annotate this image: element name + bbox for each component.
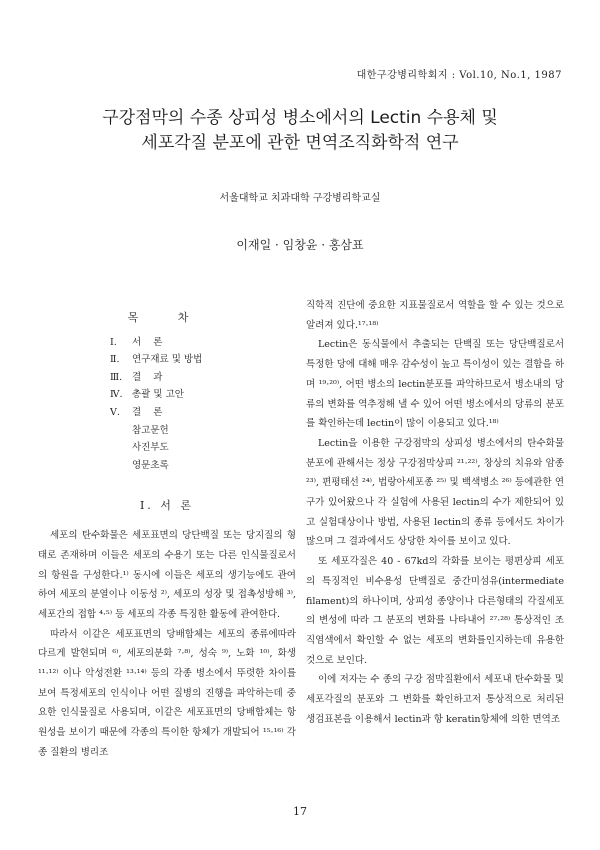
right-column-body	[306, 296, 564, 729]
toc-item-label: 서 론	[132, 336, 163, 348]
toc-item-label: 연구재료 및 방법	[132, 354, 203, 366]
toc-item-number: Ⅱ.	[110, 354, 120, 366]
toc-item-label: 총괄 및 고안	[132, 389, 184, 401]
toc-item	[110, 422, 296, 440]
introduction-body	[38, 526, 296, 762]
journal-citation: 대한구강병리학회지 : Vol.10, No.1, 1987	[356, 70, 562, 81]
paragraph: 따라서 이같은 세포표면의 당배합체는 세포의 종류에따라 다르게 발현되며 ⁶⁾, 세포의분화 ⁷·⁸⁾, 성숙 ⁹⁾, 노화 ¹⁰⁾, 화생 ¹¹·¹²⁾ 이나 악성전환 ¹³·¹⁴⁾ 등의 각종 병소에서 뚜렷한 차이를 보여 특정세포의 인식이나 어떤 질병의 진행을 파악하는데 중요한 인식물질로 사용되며, 이같은 세포표면의 당배합체는 항원성을 보이기 때문에 각종의 특이한 항체가 개발되어 ¹⁵·¹⁶⁾ 각종 질환의 병리조	[38, 628, 296, 758]
paragraph: 직학적 진단에 중요한 지표물질로서 역할을 할 수 있는 것으로 알려져 있다.¹⁷·¹⁸⁾	[306, 300, 564, 331]
toc-item-number: Ⅲ.	[110, 371, 123, 383]
article-title	[0, 106, 600, 156]
introduction-heading: Ⅰ. 서 론	[139, 499, 195, 513]
toc-item-label: 영문초록	[132, 459, 169, 471]
toc-item-label: 결 과	[132, 371, 163, 383]
table-of-contents	[38, 334, 296, 475]
toc-item-number: Ⅴ.	[110, 407, 120, 419]
title-line-1: 구강점막의 수종 상피성 병소에서의 Lectin 수용체 및	[102, 108, 498, 128]
right-column	[306, 296, 564, 729]
toc-heading: 목 차	[127, 311, 207, 324]
paragraph: 이에 저자는 수 종의 구강 점막질환에서 세포내 탄수화물 및 세포각질의 분포와 그 변화를 확인하고저 통상적으로 처리된 생검표본을 이용해서 lectin과 항 keratin항체에 의한 면역조	[306, 674, 564, 725]
toc-item-number: Ⅳ.	[110, 389, 123, 401]
page-number: 17	[293, 805, 307, 818]
paragraph: Lectin은 동식물에서 추출되는 단백질 또는 당단백질로서 특정한 당에 대해 매우 감수성이 높고 특이성이 있는 결합을 하며 ¹⁹·²⁰⁾, 어떤 병소의 lectin분포를 파악하므로서 병소내의 당류의 변화를 역추정해 낼 수 있어 어떤 병소에서의 당류의 분포를 확인하는데 lectin이 많이 이용되고 있다.¹⁸⁾	[306, 339, 564, 430]
paragraph: Lectin을 이용한 구강점막의 상피성 병소에서의 탄수화물 분포에 관해서는 정상 구강점막상피 ²¹·²²⁾, 창상의 치유와 암종 ²³⁾, 편평태선 ²⁴⁾, 법랑아세포종 ²⁵⁾ 및 백색병소 ²⁶⁾ 등에관한 연구가 있어왔으나 각 실험에 사용된 lectin의 수가 제한되어 있고 실험대상이나 방법, 사용된 lectin의 종류 등에서도 차이가 많으며 그 결과에서도 상당한 차이를 보이고 있다.	[306, 437, 564, 548]
toc-item	[110, 439, 296, 457]
left-column	[38, 296, 296, 763]
toc-item	[110, 369, 296, 387]
toc-item	[110, 457, 296, 475]
title-line-2: 세포각질 분포에 관한 면역조직화학적 연구	[141, 133, 459, 153]
toc-item	[110, 404, 296, 422]
toc-item-number: Ⅰ.	[110, 336, 117, 348]
paragraph: 또 세포각질은 40 - 67kd의 각화를 보이는 평편상피 세포의 특징적인 비수용성 단백질로 중간미섬유(intermediate filament)의 하나이며, 상피성 종양이나 다른형태의 각질세포의 변성에 따라 그 분포의 변화를 나타내어 ²⁷·²⁸⁾ 통상적인 조직염색에서 확인할 수 없는 세포의 변화를인지하는데 유용한 것으로 보인다.	[306, 556, 564, 666]
affiliation: 서울대학교 치과대학 구강병리학교실	[219, 193, 381, 204]
toc-item-label: 결 론	[132, 407, 163, 419]
toc-item	[110, 351, 296, 369]
toc-item	[110, 386, 296, 404]
paragraph: 세포의 탄수화물은 세포표면의 당단백질 또는 당지질의 형태로 존재하며 이들은 세포의 수용기 또는 다른 인식물질로서의 항원을 구성한다.¹⁾ 동시에 이들은 세포의 생기능에도 관여하여 세포의 분열이나 이동성 ²⁾, 세포의 성장 및 접촉성방해 ³⁾, 세포간의 접합 ⁴·⁵⁾ 등 세포의 각종 특징한 활동에 관여한다.	[38, 530, 296, 620]
toc-item	[110, 334, 296, 352]
authors: 이재일 · 임창윤 · 홍삼표	[236, 238, 364, 252]
toc-item-label: 사진부도	[132, 442, 169, 454]
toc-item-label: 참고문헌	[132, 424, 169, 436]
